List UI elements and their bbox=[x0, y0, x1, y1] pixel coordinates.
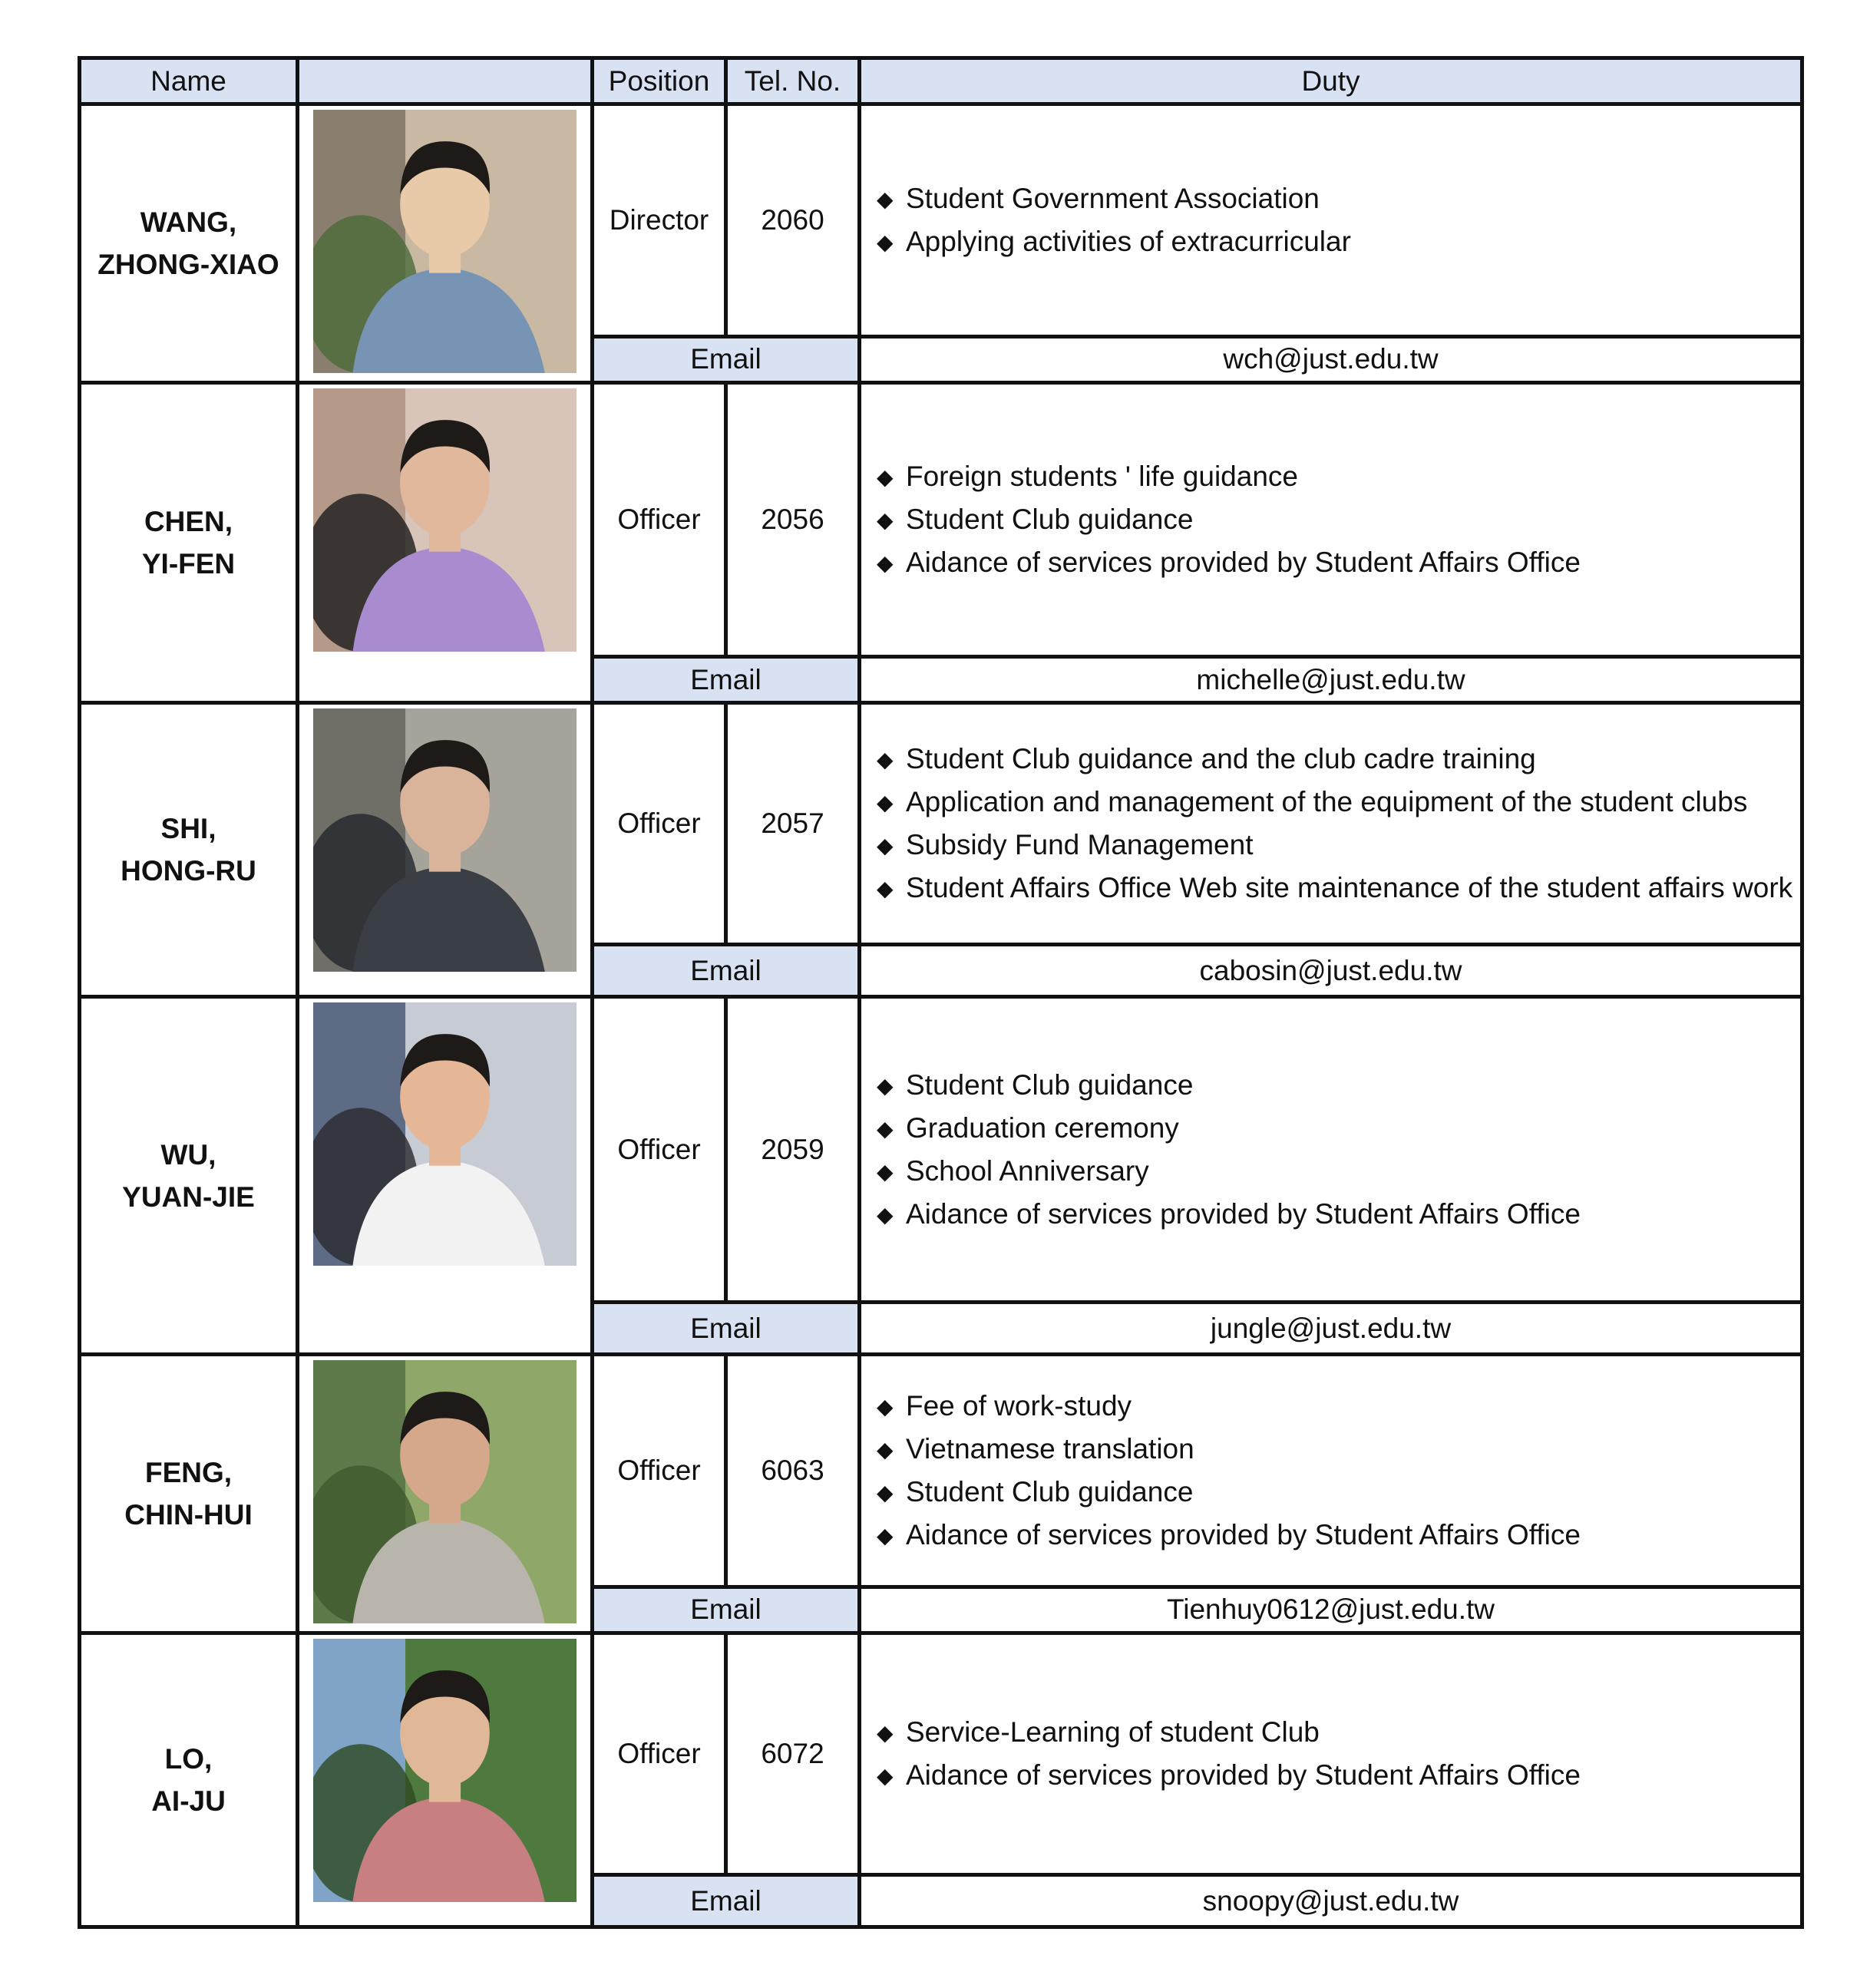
header-name: Name bbox=[80, 58, 298, 104]
diamond-bullet-icon: ◆ bbox=[877, 230, 894, 254]
duty-text: Aidance of services provided by Student Affairs Office bbox=[906, 1518, 1581, 1550]
staff-photo-cell bbox=[298, 997, 593, 1355]
duty-item bbox=[877, 1754, 1800, 1797]
diamond-bullet-icon: ◆ bbox=[877, 551, 894, 575]
staff-table bbox=[78, 56, 1804, 1929]
staff-tel: 6072 bbox=[726, 1633, 860, 1875]
portrait-photo bbox=[313, 1639, 577, 1902]
duty-item bbox=[877, 220, 1800, 263]
staff-row bbox=[80, 1355, 1802, 1587]
duty-item bbox=[877, 455, 1800, 498]
diamond-bullet-icon: ◆ bbox=[877, 834, 894, 857]
staff-row bbox=[80, 997, 1802, 1303]
duty-text: School Anniversary bbox=[906, 1154, 1149, 1187]
duty-text: Student Affairs Office Web site maintenance of the student affairs work bbox=[906, 872, 1793, 903]
staff-given-name: CHIN-HUI bbox=[124, 1499, 253, 1531]
duty-text: Aidance of services provided by Student Affairs Office bbox=[906, 1197, 1581, 1230]
duty-text: Vietnamese translation bbox=[906, 1432, 1194, 1465]
staff-position: Director bbox=[593, 104, 726, 337]
duty-list bbox=[877, 177, 1800, 263]
portrait-photo bbox=[313, 708, 577, 972]
staff-given-name: AI-JU bbox=[151, 1785, 226, 1817]
staff-body bbox=[80, 104, 1802, 1927]
duty-item bbox=[877, 177, 1800, 220]
duty-item bbox=[877, 1193, 1800, 1236]
email-label: Email bbox=[593, 945, 860, 997]
diamond-bullet-icon: ◆ bbox=[877, 1764, 894, 1788]
staff-position: Officer bbox=[593, 703, 726, 945]
staff-row bbox=[80, 104, 1802, 337]
staff-row bbox=[80, 1633, 1802, 1875]
staff-position: Officer bbox=[593, 1355, 726, 1587]
duty-item bbox=[877, 1471, 1800, 1514]
staff-name bbox=[80, 383, 298, 703]
diamond-bullet-icon: ◆ bbox=[877, 1394, 894, 1418]
duty-text: Student Club guidance bbox=[906, 1068, 1194, 1101]
duty-item bbox=[877, 541, 1800, 584]
diamond-bullet-icon: ◆ bbox=[877, 508, 894, 532]
diamond-bullet-icon: ◆ bbox=[877, 877, 894, 900]
diamond-bullet-icon: ◆ bbox=[877, 1480, 894, 1504]
staff-surname: LO, bbox=[164, 1743, 213, 1775]
diamond-bullet-icon: ◆ bbox=[877, 1721, 894, 1745]
email-label: Email bbox=[593, 1587, 860, 1633]
diamond-bullet-icon: ◆ bbox=[877, 748, 894, 771]
duty-text: Applying activities of extracurricular bbox=[906, 225, 1351, 257]
staff-row bbox=[80, 383, 1802, 657]
staff-email[interactable]: snoopy@just.edu.tw bbox=[860, 1875, 1802, 1927]
duty-item bbox=[877, 1107, 1800, 1150]
staff-name bbox=[80, 997, 298, 1355]
duty-item bbox=[877, 867, 1800, 910]
duty-text: Graduation ceremony bbox=[906, 1111, 1179, 1144]
email-label: Email bbox=[593, 1303, 860, 1355]
duty-text: Student Club guidance and the club cadre training bbox=[906, 743, 1536, 774]
duty-text: Student Government Association bbox=[906, 182, 1320, 214]
portrait-photo bbox=[313, 1002, 577, 1266]
diamond-bullet-icon: ◆ bbox=[877, 187, 894, 211]
duty-text: Subsidy Fund Management bbox=[906, 829, 1254, 860]
portrait-photo bbox=[313, 388, 577, 652]
email-label: Email bbox=[593, 657, 860, 703]
duty-text: Aidance of services provided by Student Affairs Office bbox=[906, 547, 1581, 578]
header-tel: Tel. No. bbox=[726, 58, 860, 104]
staff-duties bbox=[860, 703, 1802, 945]
diamond-bullet-icon: ◆ bbox=[877, 1202, 894, 1227]
staff-photo-cell bbox=[298, 1633, 593, 1927]
duty-item bbox=[877, 1711, 1800, 1754]
duty-item bbox=[877, 1428, 1800, 1471]
staff-email[interactable]: wch@just.edu.tw bbox=[860, 336, 1802, 383]
staff-name bbox=[80, 703, 298, 997]
staff-given-name: HONG-RU bbox=[121, 855, 256, 887]
staff-given-name: ZHONG-XIAO bbox=[97, 249, 279, 280]
duty-item bbox=[877, 1064, 1800, 1107]
portrait-photo bbox=[313, 1360, 577, 1623]
diamond-bullet-icon: ◆ bbox=[877, 1523, 894, 1547]
duty-list bbox=[877, 1064, 1800, 1236]
staff-tel: 2056 bbox=[726, 383, 860, 657]
staff-position: Officer bbox=[593, 997, 726, 1303]
staff-tel: 2059 bbox=[726, 997, 860, 1303]
staff-given-name: YUAN-JIE bbox=[122, 1181, 255, 1213]
staff-surname: WANG, bbox=[140, 206, 237, 238]
duty-list bbox=[877, 455, 1800, 584]
staff-email[interactable]: jungle@just.edu.tw bbox=[860, 1303, 1802, 1355]
duty-item bbox=[877, 781, 1800, 824]
header-duty: Duty bbox=[860, 58, 1802, 104]
staff-photo-cell bbox=[298, 1355, 593, 1633]
staff-given-name: YI-FEN bbox=[141, 548, 236, 580]
diamond-bullet-icon: ◆ bbox=[877, 1116, 894, 1141]
duty-item bbox=[877, 738, 1800, 781]
staff-photo-cell bbox=[298, 383, 593, 703]
staff-surname: WU, bbox=[160, 1138, 216, 1171]
staff-photo bbox=[313, 1639, 577, 1906]
staff-tel: 2057 bbox=[726, 703, 860, 945]
staff-position: Officer bbox=[593, 383, 726, 657]
staff-email[interactable]: cabosin@just.edu.tw bbox=[860, 945, 1802, 997]
staff-duties bbox=[860, 1633, 1802, 1875]
staff-duties bbox=[860, 383, 1802, 657]
staff-photo bbox=[313, 1002, 577, 1270]
staff-surname: SHI, bbox=[160, 813, 216, 844]
duty-list bbox=[877, 1385, 1800, 1557]
staff-surname: CHEN, bbox=[144, 506, 233, 537]
duty-item bbox=[877, 824, 1800, 867]
email-label: Email bbox=[593, 336, 860, 383]
duty-text: Student Club guidance bbox=[906, 1475, 1194, 1508]
duty-text: Aidance of services provided by Student Affairs Office bbox=[906, 1759, 1581, 1791]
staff-photo-cell bbox=[298, 104, 593, 383]
staff-tel: 6063 bbox=[726, 1355, 860, 1587]
staff-photo bbox=[313, 110, 577, 377]
staff-photo-cell bbox=[298, 703, 593, 997]
diamond-bullet-icon: ◆ bbox=[877, 791, 894, 814]
staff-name bbox=[80, 104, 298, 383]
staff-duties bbox=[860, 104, 1802, 337]
duty-text: Application and management of the equipment of the student clubs bbox=[906, 786, 1748, 817]
header-row bbox=[80, 58, 1802, 104]
duty-list bbox=[877, 1711, 1800, 1797]
header-position: Position bbox=[593, 58, 726, 104]
diamond-bullet-icon: ◆ bbox=[877, 1073, 894, 1098]
diamond-bullet-icon: ◆ bbox=[877, 1159, 894, 1184]
staff-email[interactable]: Tienhuy0612@just.edu.tw bbox=[860, 1587, 1802, 1633]
staff-surname: FENG, bbox=[144, 1457, 233, 1488]
staff-name bbox=[80, 1633, 298, 1927]
staff-row bbox=[80, 703, 1802, 945]
email-label: Email bbox=[593, 1875, 860, 1927]
duty-item bbox=[877, 1150, 1800, 1193]
staff-duties bbox=[860, 997, 1802, 1303]
header-photo bbox=[298, 58, 593, 104]
duty-text: Fee of work-study bbox=[906, 1389, 1132, 1422]
duty-item bbox=[877, 498, 1800, 541]
duty-text: Service-Learning of student Club bbox=[906, 1716, 1320, 1748]
staff-position: Officer bbox=[593, 1633, 726, 1875]
duty-item bbox=[877, 1385, 1800, 1428]
staff-email[interactable]: michelle@just.edu.tw bbox=[860, 657, 1802, 703]
staff-photo bbox=[313, 1360, 577, 1627]
duty-text: Foreign students ' life guidance bbox=[906, 461, 1298, 492]
staff-photo bbox=[313, 388, 577, 656]
portrait-photo bbox=[313, 110, 577, 373]
staff-tel: 2060 bbox=[726, 104, 860, 337]
duty-text: Student Club guidance bbox=[906, 504, 1194, 535]
staff-photo bbox=[313, 708, 577, 976]
diamond-bullet-icon: ◆ bbox=[877, 465, 894, 489]
duty-item bbox=[877, 1514, 1800, 1557]
duty-list bbox=[877, 738, 1800, 910]
diamond-bullet-icon: ◆ bbox=[877, 1437, 894, 1461]
staff-name bbox=[80, 1355, 298, 1633]
staff-duties bbox=[860, 1355, 1802, 1587]
